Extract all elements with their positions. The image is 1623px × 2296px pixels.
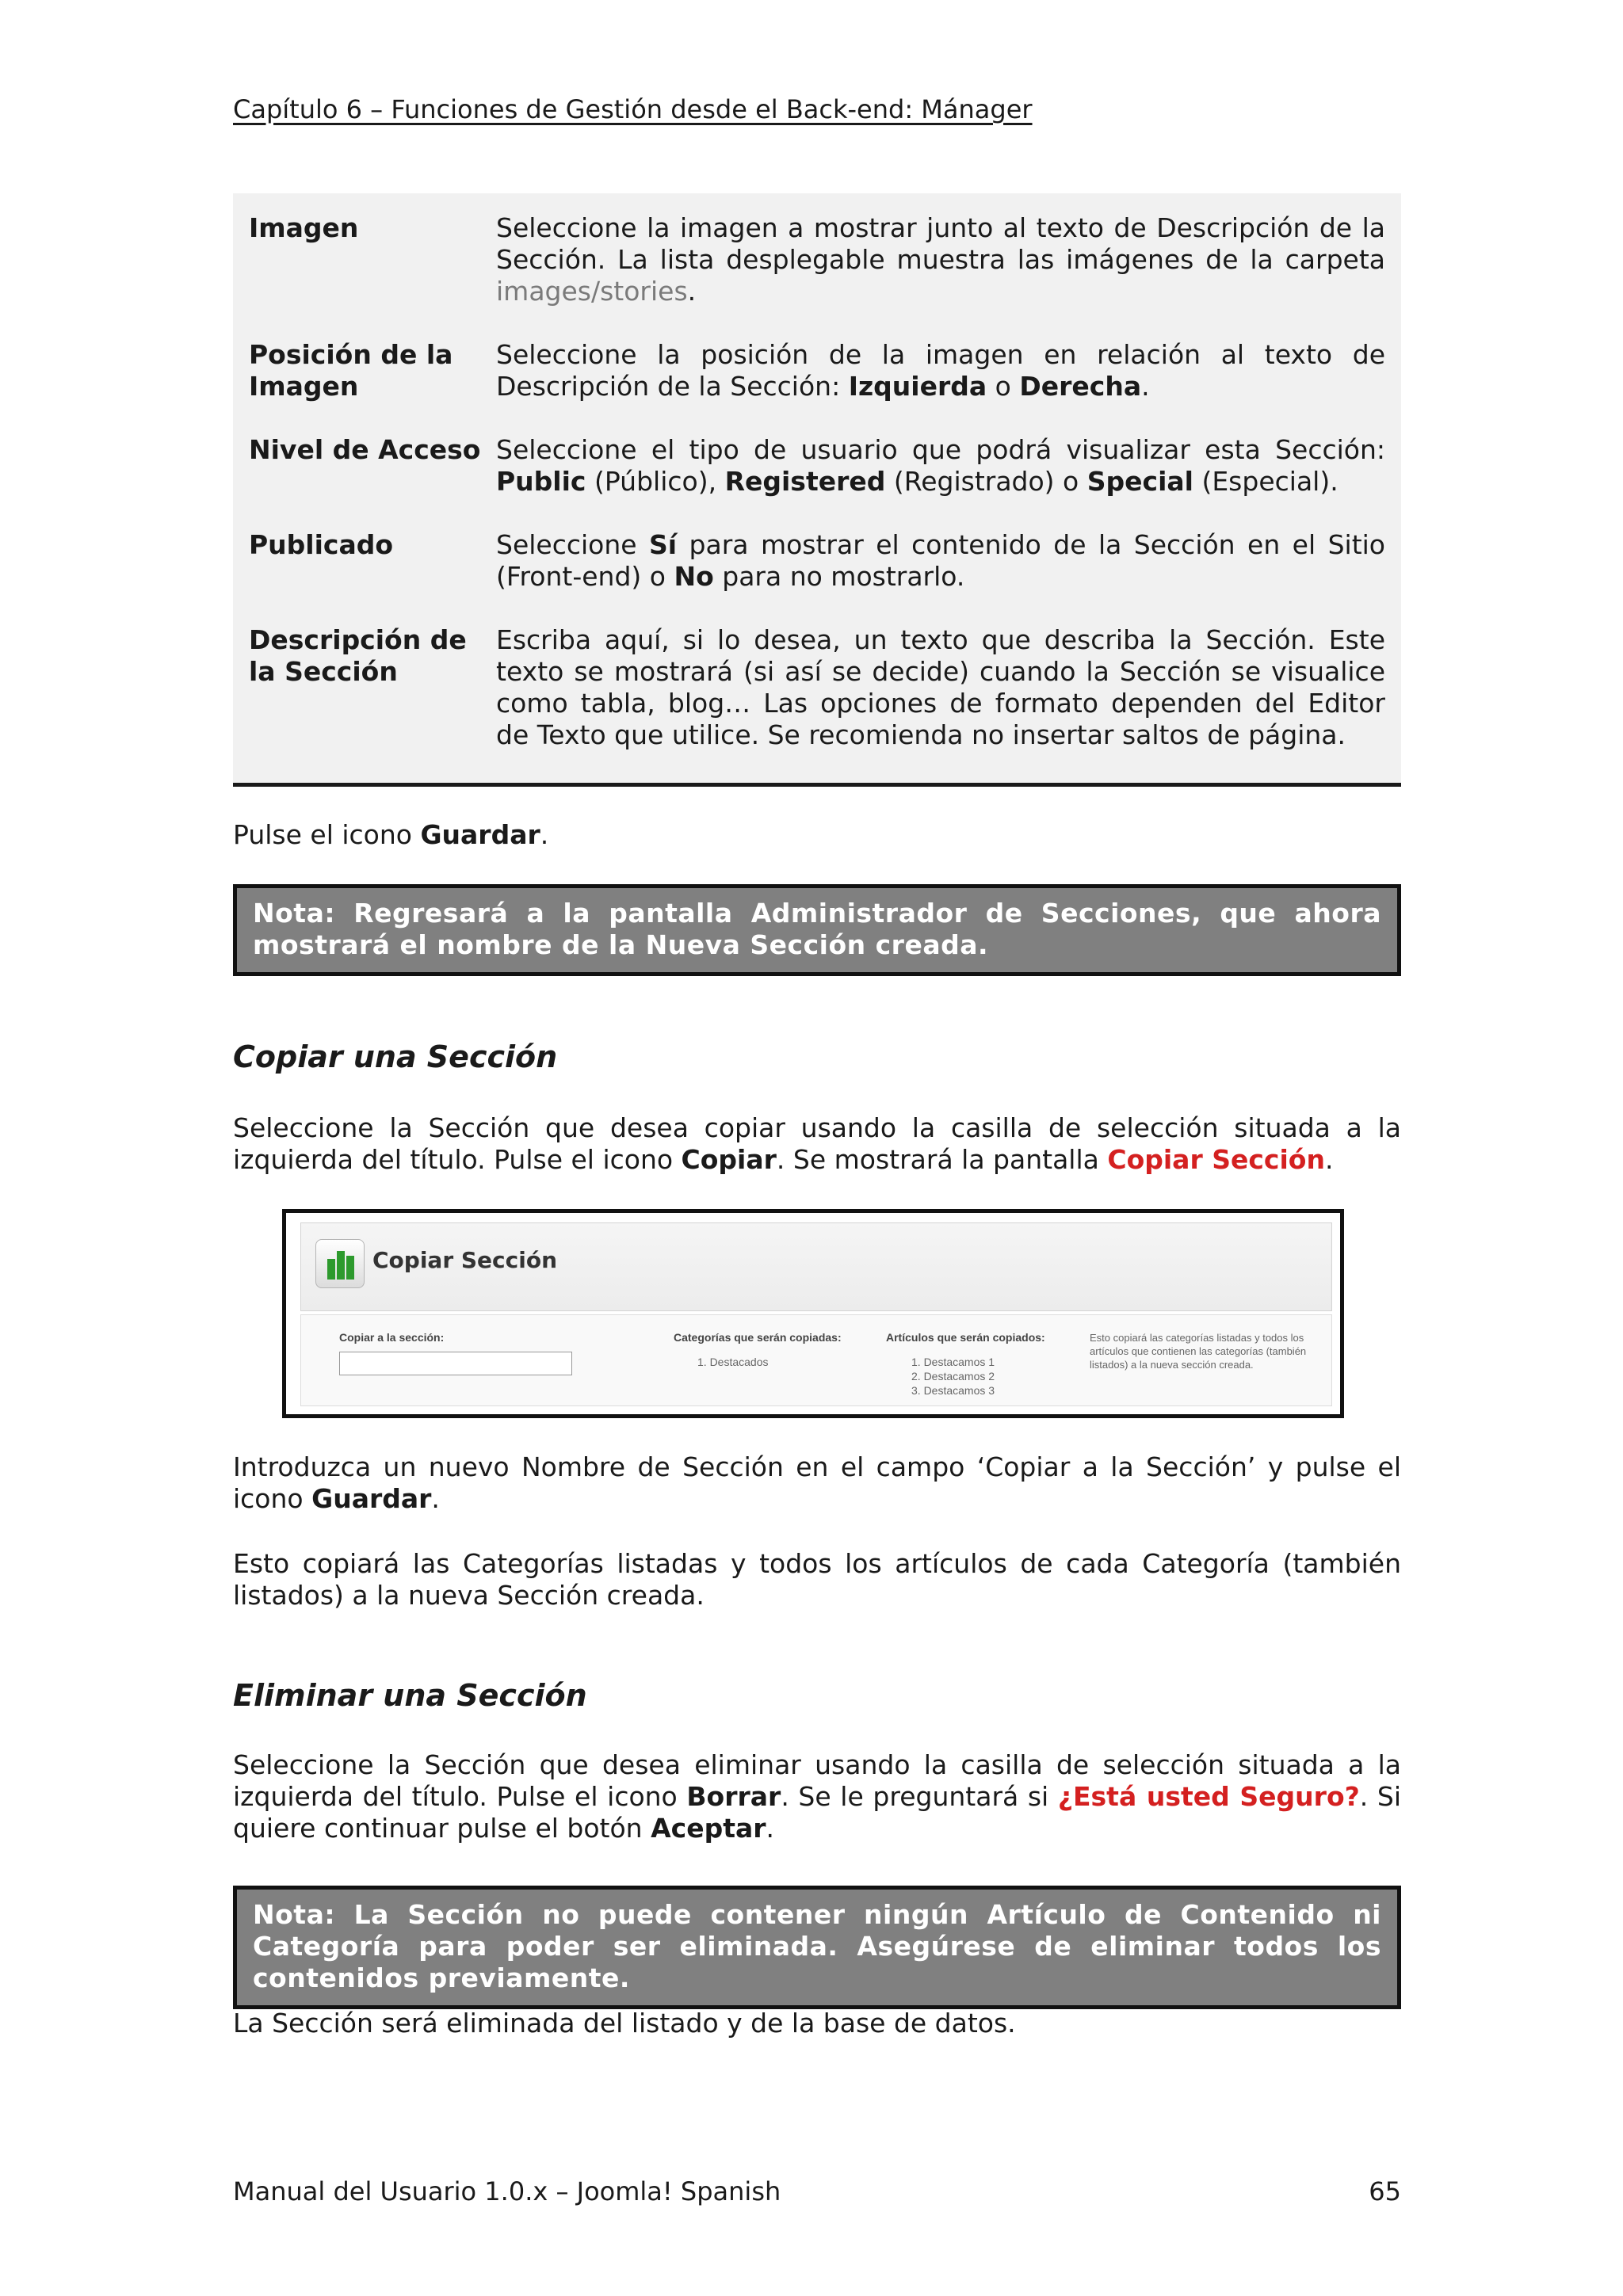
section-heading-delete: Eliminar una Sección [233, 1678, 587, 1713]
option-text: No [674, 561, 714, 592]
delete-paragraph [233, 1749, 1401, 1844]
page-header: Capítulo 6 – Funciones de Gestión desde el Back-end: Mánager [233, 94, 1033, 124]
desc-text: o [987, 371, 1020, 402]
text: . [766, 1813, 775, 1844]
text: . [540, 819, 549, 850]
list-item: 3. Destacamos 3 [911, 1384, 995, 1397]
desc-text: Seleccione la imagen a mostrar junto al texto de Descripción de la Sección. La lista desplegable muestra las imágenes de la carpeta [496, 212, 1385, 275]
option-text: Public [496, 466, 586, 497]
option-text: Special [1086, 466, 1193, 497]
desc-text: Seleccione [496, 529, 650, 560]
param-desc: Escriba aquí, si lo desea, un texto que describa la Sección. Este texto se mostrará (si así se decide) cuando la Sección se visualice como tabla, blog… Las opciones de formato dependen del Editor de Texto que utilice. Se recomienda no insertar saltos de página. [496, 624, 1385, 750]
bold-text: Guardar [420, 819, 540, 850]
categories-label: Categorías que serán copiadas: [674, 1331, 842, 1344]
param-name: Descripción de la Sección [249, 624, 467, 687]
text: . [431, 1483, 440, 1514]
copy-target-input[interactable] [339, 1352, 572, 1375]
desc-text: para mostrar el contenido de la Sección en el Sitio (Front-end) o [496, 529, 1386, 592]
param-desc [496, 529, 1385, 593]
text: . Se le preguntará si [781, 1781, 1058, 1812]
param-row-descripcion [233, 593, 1401, 783]
option-text: Registered [724, 466, 886, 497]
option-text: Izquierda [848, 371, 987, 402]
page-number: 65 [1369, 2176, 1401, 2206]
param-row-imagen [233, 193, 1401, 307]
desc-text: . [687, 276, 697, 307]
parameters-table [233, 193, 1401, 787]
param-desc [496, 434, 1385, 498]
save-instruction [233, 819, 1401, 851]
option-text: Sí [649, 529, 678, 560]
param-name: Publicado [249, 529, 394, 560]
desc-text: Seleccione la posición de la imagen en relación al texto de Descripción de la Sección: [496, 339, 1385, 402]
param-desc [496, 339, 1385, 402]
footer-title: Manual del Usuario 1.0.x – Joomla! Spanish [233, 2176, 781, 2206]
copy-paragraph-3: Esto copiará las Categorías listadas y todos los artículos de cada Categoría (también listados) a la nueva Sección creada. [233, 1548, 1401, 1611]
text: . Si quiere continuar pulse el botón [233, 1781, 1402, 1844]
param-name: Imagen [249, 212, 359, 243]
desc-text: Seleccione el tipo de usuario que podrá visualizar esta Sección: [496, 434, 1385, 465]
delete-paragraph-2: La Sección será eliminada del listado y de la base de datos. [233, 2008, 1016, 2039]
articles-list [911, 1355, 995, 1398]
copy-help-text: Esto copiará las categorías listadas y todos los artículos que contienen las categorías (también listados) a la nueva sección creada. [1090, 1332, 1307, 1371]
text: Introduzca un nuevo Nombre de Sección en el campo ‘Copiar a la Sección’ y pulse el icono [233, 1451, 1401, 1514]
desc-text: (Registrado) o [885, 466, 1087, 497]
desc-text: para no mostrarlo. [713, 561, 965, 592]
text: . Se mostrará la pantalla [776, 1144, 1108, 1175]
desc-text: (Público), [586, 466, 725, 497]
highlight-text: Copiar Sección [1107, 1144, 1325, 1175]
copy-section-screenshot [282, 1209, 1344, 1418]
bold-text: Copiar [681, 1144, 777, 1175]
text: . [1324, 1144, 1334, 1175]
page-footer [233, 2176, 1401, 2207]
note-box: Nota: Regresará a la pantalla Administrador de Secciones, que ahora mostrará el nombre de la Nueva Sección creada. [233, 884, 1401, 976]
desc-text: (Especial). [1193, 466, 1338, 497]
screenshot-form [300, 1314, 1332, 1406]
copy-paragraph-2 [233, 1451, 1401, 1515]
desc-text: . [1141, 371, 1150, 402]
param-name: Nivel de Acceso [249, 434, 481, 465]
param-desc [496, 212, 1385, 307]
screenshot-title: Copiar Sección [372, 1247, 557, 1273]
list-item: 2. Destacamos 2 [911, 1370, 995, 1383]
categories-list [697, 1355, 769, 1369]
bold-text: Guardar [311, 1483, 432, 1514]
text: Seleccione la Sección que desea eliminar usando la casilla de selección situada a la izquierda del título. Pulse el icono [233, 1749, 1401, 1812]
screenshot-toolbar [300, 1222, 1332, 1311]
param-row-nivel-acceso [233, 402, 1401, 498]
param-row-posicion [233, 307, 1401, 402]
highlight-text: ¿Está usted Seguro? [1057, 1781, 1360, 1812]
bold-text: Borrar [686, 1781, 781, 1812]
copy-paragraph [233, 1112, 1401, 1176]
copy-section-icon [315, 1239, 365, 1288]
section-heading-copy: Copiar una Sección [233, 1039, 558, 1074]
list-item: 1. Destacados [697, 1356, 769, 1368]
text: Seleccione la Sección que desea copiar usando la casilla de selección situada a la izquierda del título. Pulse el icono [233, 1112, 1401, 1175]
option-text: Derecha [1019, 371, 1142, 402]
note-box: Nota: La Sección no puede contener ningún Artículo de Contenido ni Categoría para poder ser eliminada. Asegúrese de eliminar todos los contenidos previamente. [233, 1886, 1401, 2009]
list-item: 1. Destacamos 1 [911, 1356, 995, 1368]
copy-target-label: Copiar a la sección: [339, 1331, 445, 1344]
param-name: Posición de la Imagen [249, 339, 453, 402]
folder-path: images/stories [496, 276, 688, 307]
param-row-publicado [233, 498, 1401, 593]
text: Pulse el icono [233, 819, 421, 850]
bold-text: Aceptar [651, 1813, 766, 1844]
articles-label: Artículos que serán copiados: [886, 1331, 1045, 1344]
